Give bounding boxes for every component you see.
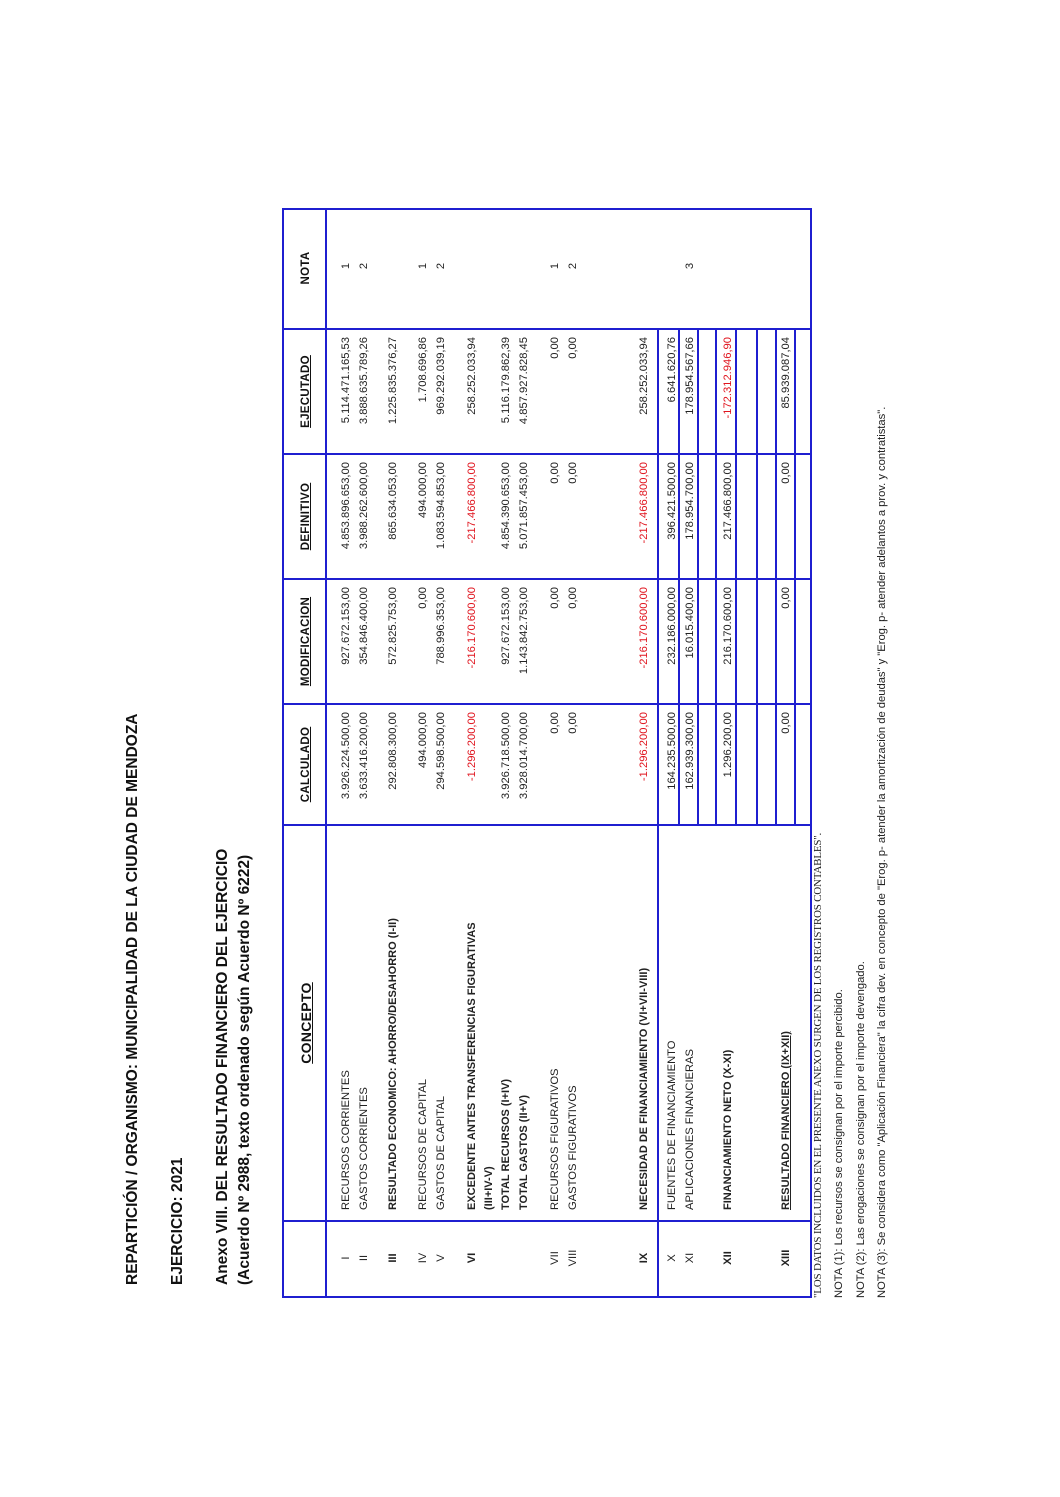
row-number: VIII [567, 1249, 579, 1267]
row-concept: RESULTADO ECONOMICO: AHORRO/DESAHORRO (I-II) [387, 918, 399, 1210]
value-ejecutado: 5.114.471.165,53 [340, 337, 352, 424]
table-row [415, 210, 432, 1296]
value-modificacion: -216.170.600,00 [466, 587, 478, 669]
row-number: X [666, 1254, 678, 1262]
row-divider [715, 330, 717, 826]
value-ejecutado: 6.641.620,76 [666, 337, 678, 403]
row-number: XIII [780, 1249, 792, 1267]
table-row [778, 210, 795, 1296]
row-concept: NECESIDAD DE FINANCIAMIENTO (VI+VII-VIII) [638, 967, 650, 1210]
value-modificacion: 16.015.400,00 [684, 587, 696, 659]
value-modificacion: 0,00 [567, 587, 579, 609]
value-modificacion: -216.170.600,00 [638, 587, 650, 669]
value-modificacion: 232.186.000,00 [666, 587, 678, 665]
annex-title: Anexo VIII. DEL RESULTADO FINANCIERO DEL EJERCICIO [214, 848, 231, 1285]
value-modificacion: 927.672.153,00 [340, 587, 352, 665]
row-concept: GASTOS FIGURATIVOS [567, 1085, 579, 1210]
row-number: XII [722, 1251, 734, 1265]
value-calculado: 0,00 [780, 712, 792, 734]
row-concept: FUENTES DE FINANCIAMIENTO [666, 1040, 678, 1210]
row-note-ref: 3 [684, 262, 696, 270]
col-header-nota: NOTA [299, 251, 312, 285]
row-number: II [358, 1254, 370, 1262]
value-calculado: 1.296.200,00 [722, 712, 734, 778]
value-ejecutado: 85.939.087,04 [780, 337, 792, 409]
row-divider [775, 330, 777, 826]
value-calculado: 0,00 [567, 712, 579, 734]
row-note-ref: 2 [435, 262, 447, 270]
value-definitivo: 217.466.800,00 [722, 462, 734, 540]
table-row [516, 210, 533, 1296]
value-calculado: 292.808.300,00 [387, 712, 399, 790]
row-concept: RECURSOS DE CAPITAL [417, 1079, 429, 1210]
table-row [682, 210, 699, 1296]
row-divider [657, 826, 659, 1296]
value-definitivo: 3.988.262.600,00 [358, 462, 370, 550]
value-modificacion: 927.672.153,00 [500, 587, 512, 665]
value-definitivo: 4.854.390.653,00 [500, 462, 512, 550]
value-ejecutado: 258.252.033,94 [466, 337, 478, 415]
row-note-ref: 2 [567, 262, 579, 270]
value-modificacion: 0,00 [780, 587, 792, 609]
table-row [547, 210, 564, 1296]
value-modificacion: 216.170.600,00 [722, 587, 734, 665]
source-note: "LOS DATOS INCLUIDOS EN EL PRESENTE ANEXO SURGEN DE LOS REGISTROS CONTABLES". [812, 832, 824, 1298]
value-modificacion: 354.846.400,00 [358, 587, 370, 665]
row-number: V [435, 1254, 447, 1262]
row-concept: TOTAL GASTOS (II+V) [518, 1094, 530, 1210]
value-definitivo: 1.083.594.853,00 [435, 462, 447, 550]
value-calculado: 3.926.718.500,00 [500, 712, 512, 800]
value-calculado: -1.296.200,00 [466, 712, 478, 782]
table-row [565, 210, 582, 1296]
value-modificacion: 0,00 [417, 587, 429, 609]
row-concept: FINANCIAMIENTO NETO (X-XI) [722, 1049, 734, 1210]
note-2: NOTA (2): Las erogaciones se consignan por el importe devengado. [855, 961, 867, 1298]
value-ejecutado: 969.292.039,19 [435, 337, 447, 415]
value-definitivo: -217.466.800,00 [638, 462, 650, 544]
exercise-year: EJERCICIO: 2021 [169, 1157, 186, 1285]
table-row [356, 210, 373, 1296]
value-calculado: 294.598.500,00 [435, 712, 447, 790]
value-modificacion: 788.996.353,00 [435, 587, 447, 665]
value-ejecutado: 1.225.835.376,27 [387, 337, 399, 425]
table-row [385, 210, 402, 1296]
annex-subtitle: (Acuerdo Nº 2988, texto ordenado según Acuerdo Nº 6222) [236, 854, 253, 1285]
row-note-ref: 1 [340, 262, 352, 270]
row-number: XI [684, 1252, 696, 1264]
value-ejecutado: 178.954.567,66 [684, 337, 696, 415]
row-concept: APLICACIONES FINANCIERAS [684, 1048, 696, 1210]
value-calculado: 162.939.300,00 [684, 712, 696, 790]
row-number: I [340, 1256, 352, 1260]
value-ejecutado: 4.857.927.828,45 [518, 337, 530, 425]
value-definitivo: -217.466.800,00 [466, 462, 478, 544]
row-concept: GASTOS DE CAPITAL [435, 1096, 447, 1210]
value-calculado: 3.633.416.200,00 [358, 712, 370, 800]
value-definitivo: 865.634.053,00 [387, 462, 399, 540]
value-modificacion: 572.825.753,00 [387, 587, 399, 665]
note-3: NOTA (3): Se considera como "Aplicación Financiera" la cifra dev. en concepto de "Erog. p- atender la amortización de deudas" y "Erog. p- atender adelantos a prov. y contratistas". [876, 406, 888, 1298]
row-number: IX [638, 1252, 650, 1264]
value-definitivo: 178.954.700,00 [684, 462, 696, 540]
value-calculado: 0,00 [549, 712, 561, 734]
row-number: VII [549, 1251, 561, 1265]
table-row [433, 210, 450, 1296]
table-row [338, 210, 355, 1296]
col-header-concepto [284, 826, 327, 1220]
value-ejecutado: 258.252.033,94 [638, 337, 650, 415]
value-calculado: 3.928.014.700,00 [518, 712, 530, 800]
row-note-ref: 1 [417, 262, 429, 270]
col-header-definitivo: DEFINITIVO [299, 482, 312, 551]
value-modificacion: 0,00 [549, 587, 561, 609]
row-concept: RECURSOS FIGURATIVOS [549, 1068, 561, 1210]
table-row [498, 210, 515, 1296]
value-modificacion: 1.143.842.753,00 [518, 587, 530, 675]
row-number: III [387, 1253, 399, 1263]
value-definitivo: 4.853.896.653,00 [340, 462, 352, 550]
value-definitivo: 0,00 [780, 462, 792, 484]
row-concept: GASTOS CORRIENTES [358, 1087, 370, 1210]
value-ejecutado: 0,00 [549, 337, 561, 359]
value-ejecutado: 3.888.635.789,26 [358, 337, 370, 425]
value-definitivo: 494.000,00 [417, 462, 429, 518]
row-number: VI [466, 1252, 478, 1264]
row-concept: RECURSOS CORRIENTES [340, 1070, 352, 1210]
col-header-modificacion: MODIFICACION [299, 596, 312, 687]
value-ejecutado: 5.116.179.862,39 [500, 337, 512, 424]
row-note-ref: 2 [358, 262, 370, 270]
value-ejecutado: 0,00 [567, 337, 579, 359]
table-row [481, 210, 498, 1296]
col-header-concepto-label: CONCEPTO [297, 982, 314, 1064]
table-row [636, 210, 653, 1296]
table-row [720, 210, 737, 1296]
row-divider [756, 330, 758, 826]
row-concept: RESULTADO FINANCIERO (IX+XII) [780, 1031, 792, 1210]
value-definitivo: 0,00 [549, 462, 561, 484]
organization-heading: REPARTICIÓN / ORGANISMO: MUNICIPALIDAD DE LA CIUDAD DE MENDOZA [124, 713, 141, 1285]
table-row [664, 210, 681, 1296]
value-ejecutado: 1.708.696,86 [417, 337, 429, 403]
value-definitivo: 5.071.857.453,00 [518, 462, 530, 550]
note-1: NOTA (1): Los recursos se consignan por el importe percibido. [833, 989, 845, 1298]
row-divider [657, 330, 659, 826]
value-calculado: 3.926.224.500,00 [340, 712, 352, 800]
value-calculado: 164.235.500,00 [666, 712, 678, 790]
table-row [464, 210, 481, 1296]
col-header-calculado: CALCULADO [299, 726, 312, 803]
value-definitivo: 0,00 [567, 462, 579, 484]
row-concept: TOTAL RECURSOS (I+IV) [500, 1078, 512, 1210]
value-ejecutado: -172.312.946,90 [722, 337, 734, 419]
financial-result-table [282, 208, 812, 1298]
value-calculado: 494.000,00 [417, 712, 429, 768]
row-note-ref: 1 [549, 262, 561, 270]
row-concept: (III+IV-V) [483, 1166, 495, 1210]
row-concept: EXCEDENTE ANTES TRANSFERENCIAS FIGURATIVAS [466, 922, 478, 1210]
value-calculado: -1.296.200,00 [638, 712, 650, 782]
value-definitivo: 396.421.500,00 [666, 462, 678, 540]
col-header-ejecutado: EJECUTADO [299, 355, 312, 428]
row-number: IV [417, 1252, 429, 1264]
